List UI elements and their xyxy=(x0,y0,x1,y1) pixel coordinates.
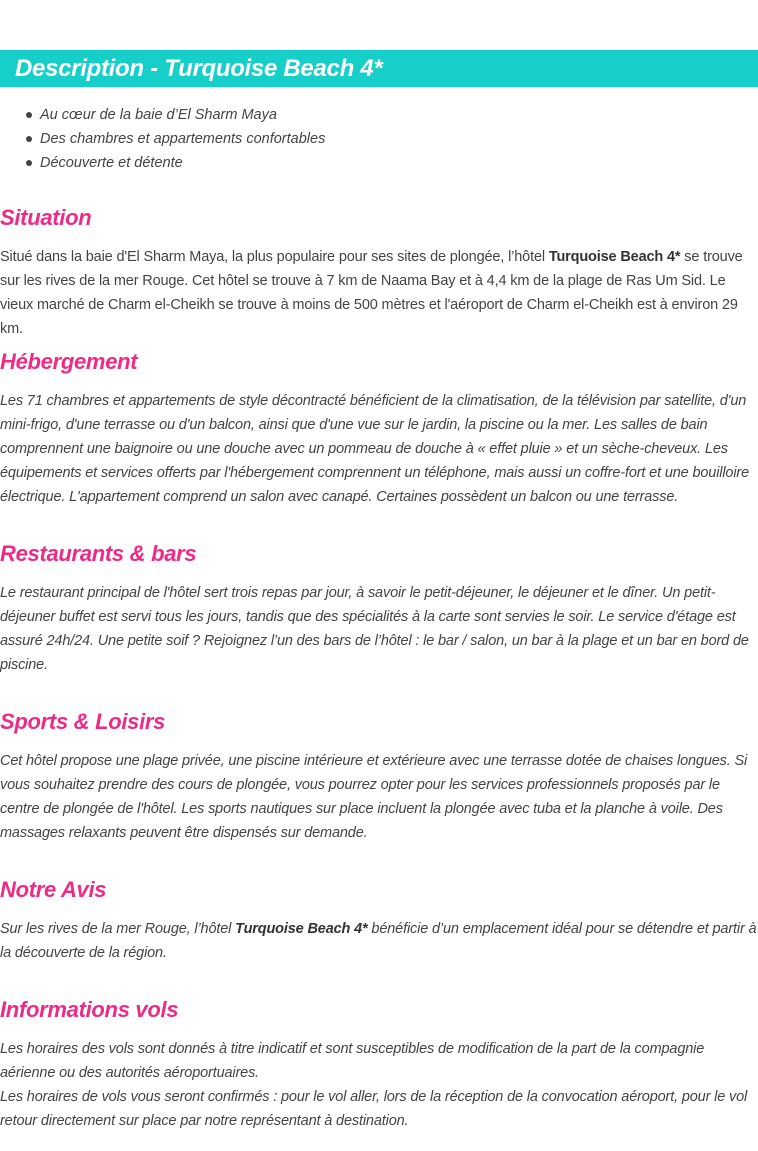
description-banner xyxy=(0,50,758,87)
highlights-list xyxy=(0,103,325,175)
list-item: Des chambres et appartements confortables xyxy=(0,127,325,151)
list-item: Découverte et détente xyxy=(0,151,325,175)
list-item: Au cœur de la baie d’El Sharm Maya xyxy=(0,103,325,127)
section-situation xyxy=(0,205,758,341)
situation-text xyxy=(0,245,758,341)
restaurants-text: Le restaurant principal de l'hôtel sert trois repas par jour, à savoir le petit-déjeuner, le déjeuner et le dîner. Un petit-déjeuner buffet est servi tous les jours, tandis que des spécialités à la carte sont servies le soir. Le service d'étage est assuré 24h/24. Une petite soif ? Rejoignez l’un des bars de l’hôtel : le bar / salon, un bar à la plage et un bar en bord de piscine. xyxy=(0,585,749,673)
hotel-name: Turquoise Beach 4* xyxy=(548,249,681,265)
vols-text-1: Les horaires des vols sont donnés à titre indicatif et sont susceptibles de modification de la part de la compagnie aérienne ou des autorités aéroportuaires. xyxy=(0,1041,705,1081)
situation-text-after: se trouve sur les rives de la mer Rouge. Cet hôtel se trouve à 7 km de Naama Bay et à 4,4 km de la plage de Ras Um Sid. Le vieux marché de Charm el-Cheikh se trouve à moins de 500 mètres et l'aéroport de Charm el-Cheikh est à environ 29 km. xyxy=(0,249,743,337)
section-title-restaurants: Restaurants & bars xyxy=(0,541,197,566)
section-title-sports: Sports & Loisirs xyxy=(0,709,166,734)
section-title-avis: Notre Avis xyxy=(0,877,107,902)
page-title: Description - Turquoise Beach 4* xyxy=(15,55,383,82)
section-sports xyxy=(0,709,758,845)
section-title-hebergement: Hébergement xyxy=(0,349,138,374)
vols-text-2: Les horaires de vols vous seront confirmés : pour le vol aller, lors de la réception de la convocation aéroport, pour le vol retour directement sur place par notre représentant à destination. xyxy=(0,1089,748,1129)
situation-text-before: Situé dans la baie d'El Sharm Maya, la plus populaire pour ses sites de plongée, l’hôtel xyxy=(0,249,549,265)
section-restaurants xyxy=(0,541,758,677)
avis-text-before: Sur les rives de la mer Rouge, l’hôtel xyxy=(0,921,236,937)
section-avis xyxy=(0,877,758,965)
hotel-name: Turquoise Beach 4* xyxy=(235,921,368,937)
section-hebergement xyxy=(0,349,758,509)
hebergement-text: Les 71 chambres et appartements de style décontracté bénéficient de la climatisation, de la télévision par satellite, d'un mini-frigo, d'une terrasse ou d'un balcon, ainsi que d'une vue sur le jardin, la piscine ou la mer. Les salles de bain comprennent une baignoire ou une douche avec un pommeau de douche à « effet pluie » et un sèche-cheveux. Les équipements et services offerts par l'hébergement comprennent un téléphone, mais aussi un coffre-fort et une bouilloire électrique. L'appartement comprend un salon avec canapé. Certaines possèdent un balcon ou une terrasse. xyxy=(0,393,750,505)
section-title-vols: Informations vols xyxy=(0,997,179,1022)
avis-text xyxy=(0,917,758,965)
avis-text-after: bénéficie d’un emplacement idéal pour se détendre et partir à la découverte de la région. xyxy=(0,921,757,961)
section-title-situation: Situation xyxy=(0,205,92,230)
sports-text: Cet hôtel propose une plage privée, une piscine intérieure et extérieure avec une terrasse dotée de chaises longues. Si vous souhaitez prendre des cours de plongée, vous pourrez opter pour les services professionnels proposés par le centre de plongée de l'hôtel. Les sports nautiques sur place incluent la plongée avec tuba et la planche à voile. Des massages relaxants peuvent être dispensés sur demande. xyxy=(0,753,748,841)
section-vols xyxy=(0,997,758,1133)
